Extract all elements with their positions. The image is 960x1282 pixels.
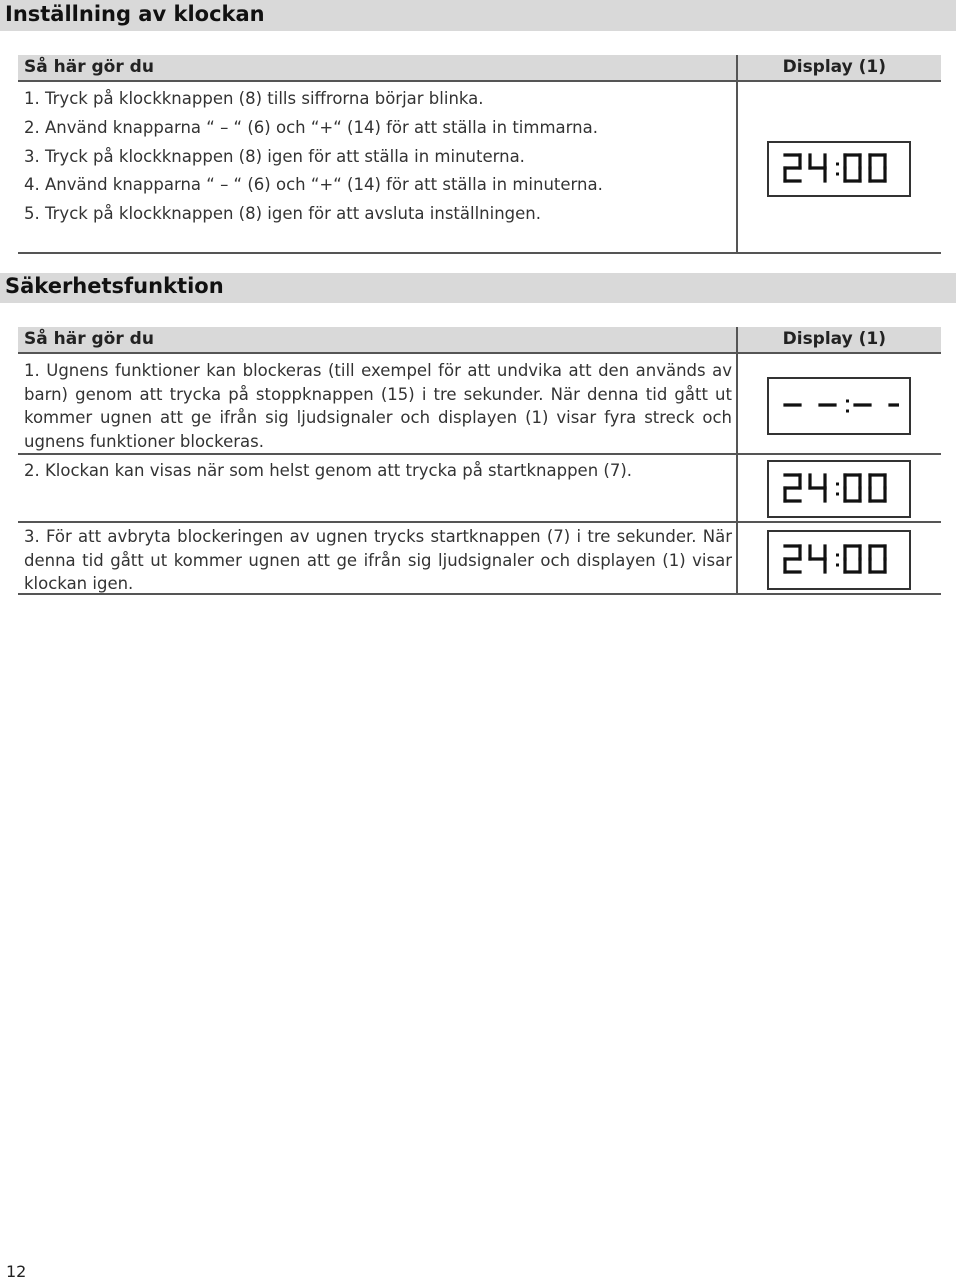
instruction-paragraph: 1. Ugnens funktioner kan blockeras (till exempel för att undvika att den används av barn) genom att trycka på stoppknappen (15) i tre sekunder. När denna tid gått ut kommer ugnen att ge ifrån sig ljudsignaler och displayen (1) visar fyra streck och ugnens funktioner blockeras.: [24, 361, 732, 451]
display-panel: [767, 460, 911, 518]
page-number: 12: [6, 1262, 27, 1281]
section-title-band: [0, 0, 956, 31]
divider: [18, 352, 941, 354]
step-text: 1. Tryck på klockknappen (8) tills siffrorna börjar blinka.: [24, 89, 484, 108]
divider: [18, 521, 941, 523]
divider: [18, 80, 941, 82]
instruction-paragraph: 3. För att avbryta blockeringen av ugnen trycks startknappen (7) i tre sekunder. När denna tid gått ut kommer ugnen att ge ifrån sig ljudsignaler och displayen (1) visar klockan igen.: [24, 527, 732, 593]
column-header-instructions: Så här gör du: [24, 57, 154, 77]
display-panel: [767, 141, 911, 197]
divider: [18, 593, 941, 595]
section-title-band: [0, 273, 956, 303]
lcd-readout: [779, 386, 899, 426]
lcd-colon-dot: [846, 400, 849, 403]
column-header-instructions: Så här gör du: [24, 329, 154, 349]
lcd-colon-dot: [846, 410, 849, 413]
lcd-readout: [779, 540, 899, 580]
column-header-display: Display (1): [782, 329, 886, 349]
section-title: Säkerhetsfunktion: [5, 274, 224, 298]
display-panel: [767, 377, 911, 435]
instruction-paragraph: 2. Klockan kan visas när som helst genom att trycka på startknappen (7).: [24, 461, 633, 480]
step-text: 3. Tryck på klockknappen (8) igen för att ställa in minuterna.: [24, 147, 525, 166]
lcd-colon-dot: [836, 163, 839, 166]
step-text: 4. Använd knapparna “ – “ (6) och “+“ (14) för att ställa in minuterna.: [24, 175, 603, 194]
lcd-colon-dot: [836, 483, 839, 486]
divider: [18, 453, 941, 455]
column-header-display: Display (1): [782, 57, 886, 77]
lcd-colon-dot: [836, 564, 839, 567]
lcd-readout: [779, 149, 899, 189]
lcd-colon-dot: [836, 493, 839, 496]
step-text: 5. Tryck på klockknappen (8) igen för att avsluta inställningen.: [24, 204, 541, 223]
display-panel: [767, 530, 911, 590]
step-text: 2. Använd knapparna “ – “ (6) och “+“ (14) för att ställa in timmarna.: [24, 118, 598, 137]
lcd-colon-dot: [836, 173, 839, 176]
divider: [18, 252, 941, 254]
lcd-readout: [779, 469, 899, 509]
column-divider: [736, 55, 738, 253]
column-divider: [736, 327, 738, 595]
lcd-colon-dot: [836, 554, 839, 557]
section-title: Inställning av klockan: [5, 2, 265, 26]
